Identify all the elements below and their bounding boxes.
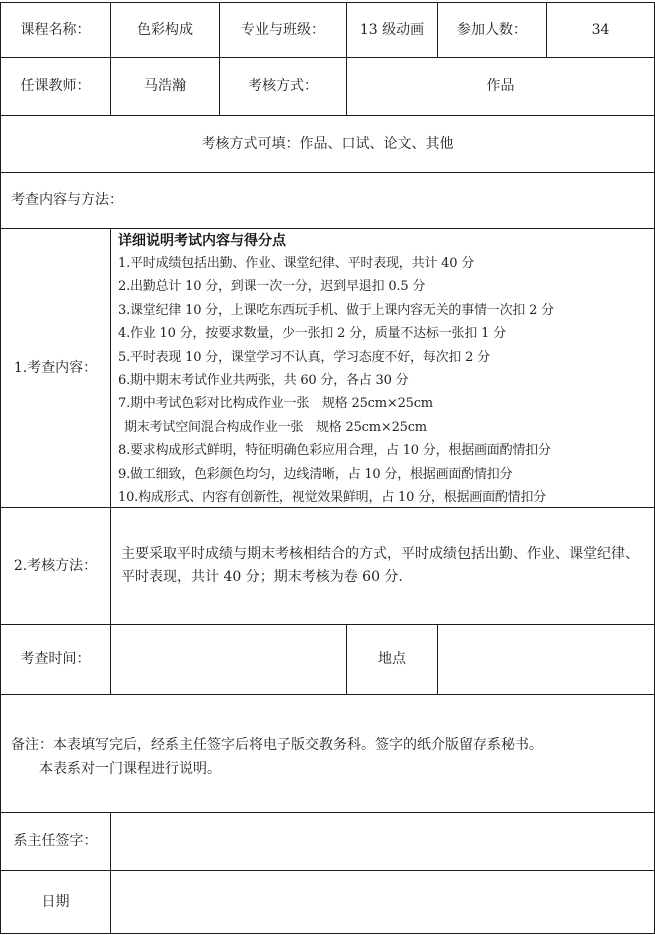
content-line: 1.平时成绩包括出勤、作业、课堂纪律、平时表现，共计 40 分 — [118, 256, 475, 271]
location-field[interactable] — [437, 624, 655, 695]
date-field[interactable] — [110, 870, 655, 934]
assessment-type-value[interactable]: 作品 — [346, 57, 655, 116]
teacher-value[interactable]: 马浩瀚 — [110, 57, 220, 116]
director-signature-label: 系主任签字： — [0, 812, 111, 871]
remarks — [0, 694, 655, 813]
method-text-cell[interactable] — [110, 507, 655, 625]
content-label: 1.考查内容： — [0, 228, 111, 508]
content-line: 8.要求构成形式鲜明，特征明确色彩应用合理，占 10 分，根据画面酌情扣分 — [118, 443, 551, 459]
course-name-value[interactable]: 色彩构成 — [110, 2, 220, 58]
remarks-line-1: 备注：本表填写完后，经系主任签字后将电子版交教务科。签字的纸介版留存系秘书。 — [11, 737, 543, 753]
content-line: 10.构成形式、内容有创新性，视觉效果鲜明，占 10 分，根据画面酌情扣分 — [118, 490, 547, 506]
participants-value[interactable]: 34 — [546, 2, 655, 58]
location-label: 地点 — [346, 624, 438, 695]
content-line: 7.期中考试色彩对比构成作业一张 规格 25cm×25cm — [118, 396, 433, 412]
exam-time-label: 考查时间： — [0, 624, 111, 695]
major-class-label: 专业与班级： — [219, 2, 347, 58]
major-class-value[interactable]: 13 级动画 — [346, 2, 438, 58]
content-line: 2.出勤总计 10 分，到课一次一分，迟到早退扣 0.5 分 — [118, 279, 426, 295]
content-line: 6.期中期末考试作业共两张，共 60 分，各占 30 分 — [118, 373, 409, 389]
content-title: 详细说明考试内容与得分点 — [118, 233, 286, 249]
course-name-label: 课程名称： — [0, 2, 111, 58]
method-text: 主要采取平时成绩与期末考核相结合的方式，平时成绩包括出勤、作业、课堂纪律、平时表现，共计 40 分；期末考核为卷 60 分. — [121, 546, 639, 585]
exam-time-field[interactable] — [110, 624, 347, 695]
content-line: 4.作业 10 分，按要求数量，少一张扣 2 分，质量不达标一张扣 1 分 — [118, 326, 506, 342]
content-line: 5.平时表现 10 分，课堂学习不认真，学习态度不好，每次扣 2 分 — [118, 349, 490, 365]
participants-label: 参加人数： — [437, 2, 547, 58]
content-line: 9.做工细致，色彩颜色均匀，边线清晰，占 10 分，根据画面酌情扣分 — [118, 466, 513, 482]
director-signature-field[interactable] — [110, 812, 655, 871]
content-line: 3.课堂纪律 10 分，上课吃东西玩手机、做于上课内容无关的事情一次扣 2 分 — [118, 302, 554, 318]
method-label: 2.考核方法： — [0, 507, 111, 625]
content-details[interactable] — [110, 228, 655, 508]
date-label: 日期 — [0, 870, 111, 934]
section-title: 考查内容与方法： — [0, 172, 655, 229]
content-line: 期末考试空间混合构成作业一张 规格 25cm×25cm — [124, 419, 427, 435]
remarks-line-2: 本表系对一门课程进行说明。 — [39, 761, 221, 777]
assessment-type-label: 考核方式： — [219, 57, 347, 116]
teacher-label: 任课教师： — [0, 57, 111, 116]
assessment-options-note: 考核方式可填：作品、口试、论文、其他 — [0, 115, 655, 173]
